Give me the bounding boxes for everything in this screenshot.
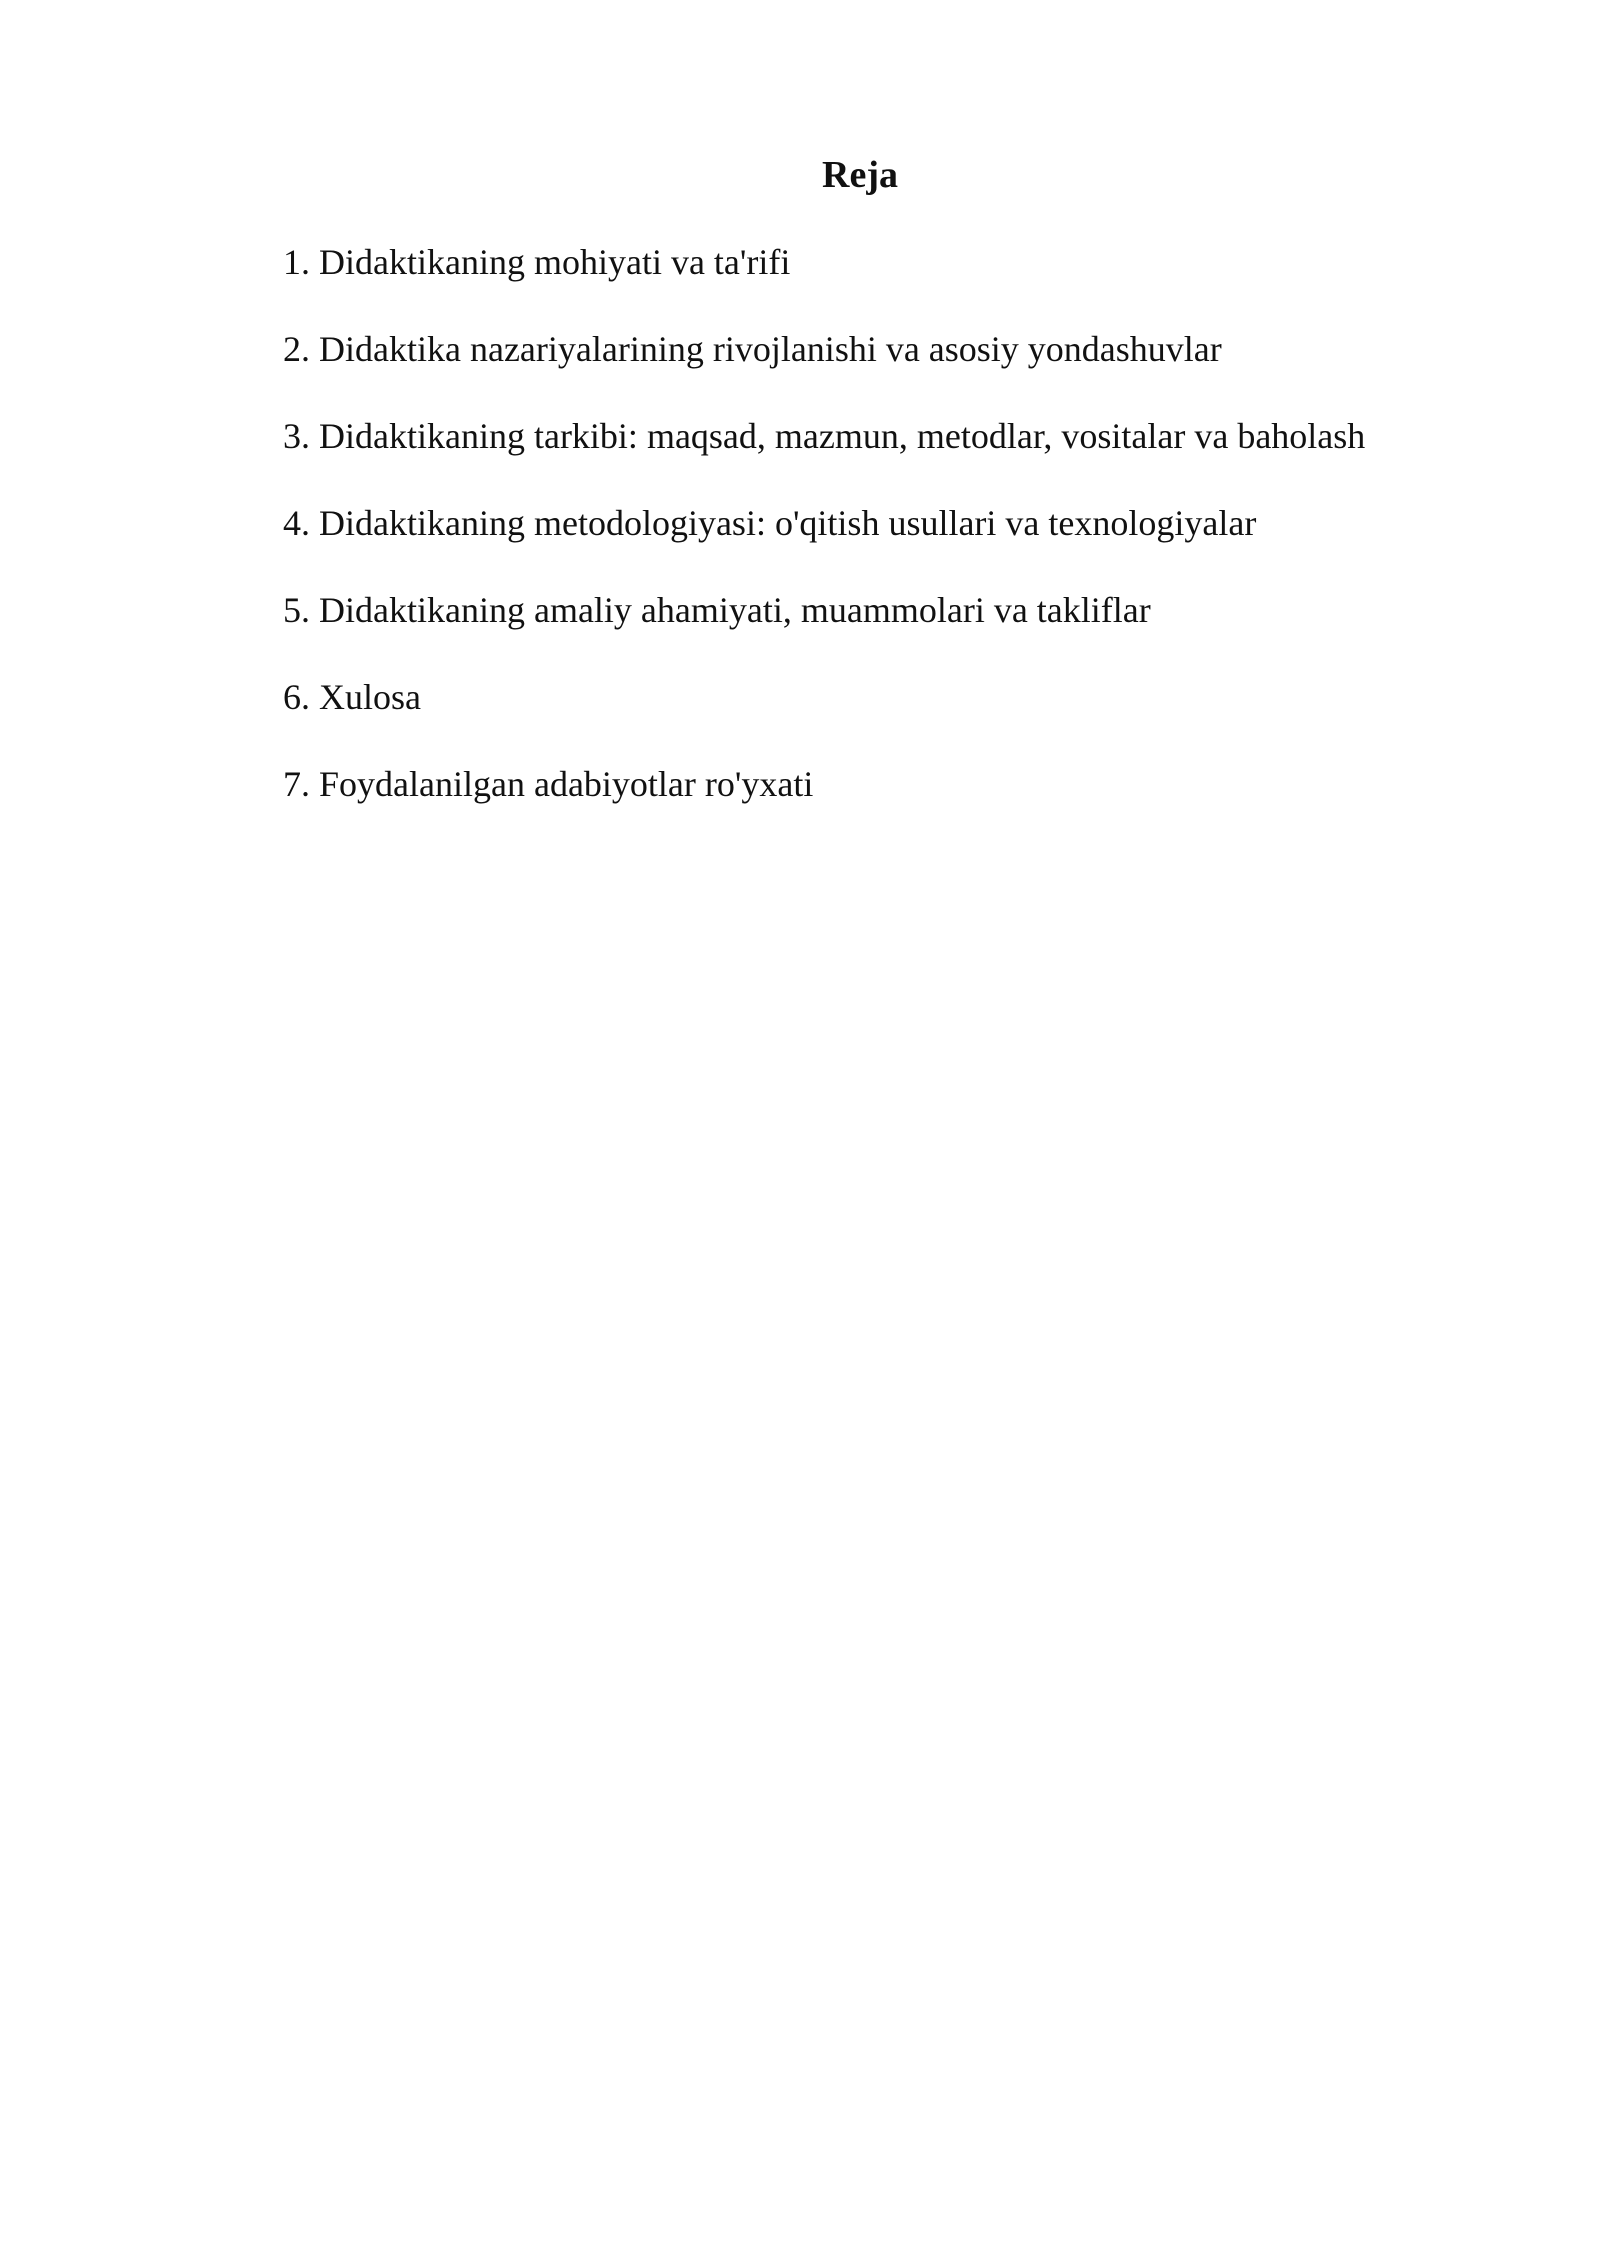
- plan-item-7: 7. Foydalanilgan adabiyotlar ro'yxati: [283, 764, 814, 804]
- page-title: Reja: [822, 154, 898, 196]
- plan-item-4: 4. Didaktikaning metodologiyasi: o'qitish usullari va texnologiyalar: [283, 503, 1257, 543]
- plan-item-6: 6. Xulosa: [283, 677, 421, 717]
- plan-item-1: 1. Didaktikaning mohiyati va ta'rifi: [283, 242, 791, 282]
- plan-item-2: 2. Didaktika nazariyalarining rivojlanishi va asosiy yondashuvlar: [283, 329, 1222, 369]
- plan-item-3: 3. Didaktikaning tarkibi: maqsad, mazmun, metodlar, vositalar va baholash: [283, 416, 1366, 456]
- plan-item-5: 5. Didaktikaning amaliy ahamiyati, muammolari va takliflar: [283, 590, 1151, 630]
- plan-list: [283, 237, 1365, 846]
